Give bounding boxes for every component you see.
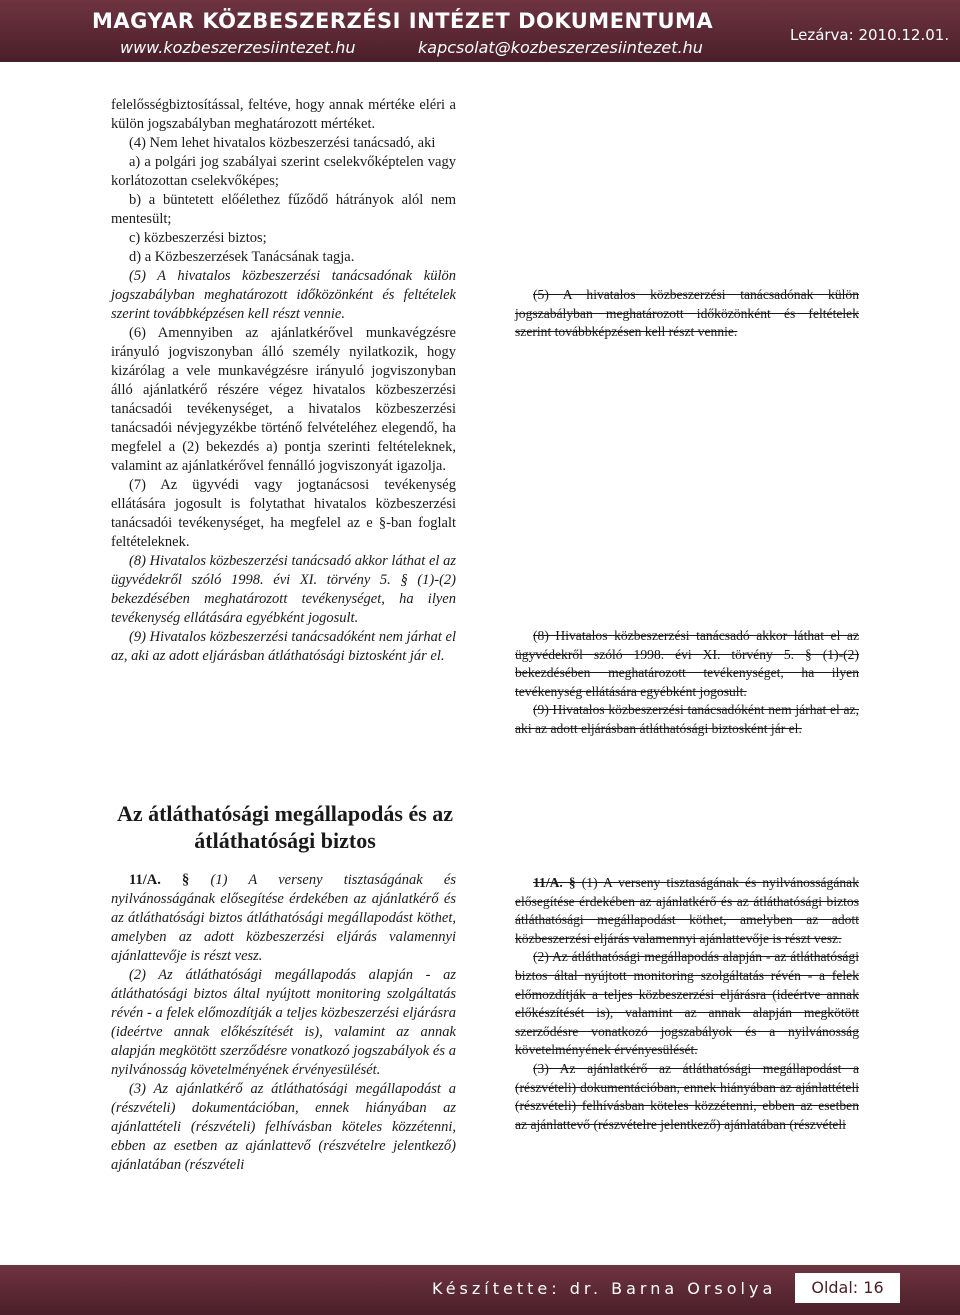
right-column-deleted-1 [515,286,859,342]
right-column-deleted-3 [515,874,859,1134]
footer-author: Készítette: dr. Barna Orsolya [432,1279,777,1298]
paragraph: (6) Amennyiben az ajánlatkérővel munkavégzésre irányuló jogviszonyban álló személy nyilatkozik, hogy kizárólag a vele munkavégzésre irányuló jogviszonyban álló ajánlatkérő részére végez hivatalos közbeszerzési tanácsadói tevékenységet, a hivatalos közbeszerzési tanácsadói névjegyzékbe történő felvételéhez elegendő, ha megfelel a (2) bekezdés a) pontja szerinti feltételeknek, valamint az ajánlatkérővel fennálló jogviszonyát igazolja. [111,325,456,474]
paragraph: (3) Az ajánlatkérő az átláthatósági megállapodást a (részvételi) dokumentációban, ennek hiányában az ajánlattételi (részvételi) felhívásban köteles közzétenni, ebben az esetben az ajánlattevő (részvételre jelentkező) ajánlatában (részvételi [111,1081,456,1173]
section-title: Az átláthatósági megállapodás és az átláthatósági biztos [116,801,454,853]
section-number: 11/A. § [533,875,576,890]
paragraph: (5) A hivatalos közbeszerzési tanácsadónak külön jogszabályban meghatározott időközönként és feltételek szerint továbbképzésen kell részt vennie. [111,268,456,322]
paragraph: felelősségbiztosítással, feltéve, hogy annak mértéke eléri a külön jogszabályban meghatározott mértéket. [111,97,456,132]
page-number: Oldal: 16 [795,1273,900,1303]
paragraph: d) a Közbeszerzések Tanácsának tagja. [129,249,355,265]
right-column-deleted-2 [515,627,859,739]
left-column-upper [111,96,456,666]
header-website[interactable]: www.kozbeszerzesiintezet.hu [120,38,356,57]
deleted-paragraph: (3) Az ajánlatkérő az átláthatósági megállapodást a (részvételi) dokumentációban, ennek hiányában az ajánlattételi (részvételi) felhívásban köteles közzétenni, ebben az esetben az ajánlattevő (részvételre jelentkező) ajánlatában (részvételi [515,1060,859,1132]
deleted-paragraph: (9) Hivatalos közbeszerzési tanácsadóként nem járhat el az, aki az adott eljárásban átláthatósági biztosként jár el. [515,702,859,736]
paragraph: (9) Hivatalos közbeszerzési tanácsadóként nem járhat el az, aki az adott eljárásban átláthatósági biztosként jár el. [111,629,456,664]
header-title: MAGYAR KÖZBESZERZÉSI INTÉZET DOKUMENTUMA [92,9,714,33]
left-column-lower [111,871,456,1175]
paragraph: (8) Hivatalos közbeszerzési tanácsadó akkor láthat el az ügyvédekről szóló 1998. évi XI. törvény 5. § (1)-(2) bekezdésében meghatározott tevékenységet, ha ilyen tevékenység ellátására egyébként jogosult. [111,553,456,626]
paragraph-text: (1) A verseny tisztaságának és nyilvánosságának elősegítése érdekében az ajánlatkérő és az átláthatósági biztos átláthatósági megállapodást köthet, amelyben az adott közbeszerzési eljárás valamennyi ajánlattevője is részt vesz. [515,875,859,946]
deleted-paragraph: (5) A hivatalos közbeszerzési tanácsadónak külön jogszabályban meghatározott időközönként és feltételek szerint továbbképzésen kell részt vennie. [515,287,859,340]
header-closing-date: Lezárva: 2010.12.01. [790,26,950,44]
deleted-paragraph [515,874,859,948]
paragraph: a) a polgári jog szabályai szerint cselekvőképtelen vagy korlátozottan cselekvőképes; [111,154,456,189]
section-number: 11/A. § [129,872,190,888]
paragraph: c) közbeszerzési biztos; [129,230,267,246]
document-header [0,0,960,62]
paragraph-text: (1) A verseny tisztaságának és nyilvánosságának elősegítése érdekében az ajánlatkérő és az átláthatósági biztos átláthatósági megállapodást köthet, amelyben az adott közbeszerzési eljárás valamennyi ajánlattevője is részt vesz. [111,872,456,964]
paragraph: b) a büntetett előélethez fűződő hátrányok alól nem mentesült; [111,192,456,227]
paragraph: (4) Nem lehet hivatalos közbeszerzési tanácsadó, aki [129,135,436,151]
deleted-paragraph: (2) Az átláthatósági megállapodás alapján - az átláthatósági biztos által nyújtott monitoring szolgáltatás révén - a felek előmozdítják a teljes közbeszerzési eljárásra (ideértve annak előkészítését is), valamint az annak alapján megkötött szerződésre vonatkozó jogszabályok és a nyilvánosság követelményének érvényesülését. [515,949,859,1058]
document-footer [0,1265,960,1315]
deleted-paragraph: (8) Hivatalos közbeszerzési tanácsadó akkor láthat el az ügyvédekről szóló 1998. évi XI. törvény 5. § (1)-(2) bekezdésében meghatározott tevékenységet, ha ilyen tevékenység ellátására egyébként jogosult. [515,628,859,699]
paragraph: (7) Az ügyvédi vagy jogtanácsosi tevékenység ellátására jogosult is folytathat hivatalos közbeszerzési tanácsadói tevékenységet, ha megfelel az e §-ban foglalt feltételeknek. [111,477,456,550]
paragraph: (2) Az átláthatósági megállapodás alapján - az átláthatósági biztos által nyújtott monitoring szolgáltatás révén - a felek előmozdítják a teljes közbeszerzési eljárásra (ideértve annak előkészítését is), valamint az annak alapján megkötött szerződésre vonatkozó jogszabályok és a nyilvánosság követelményének érvényesülését. [111,967,456,1078]
paragraph [111,871,456,966]
header-email[interactable]: kapcsolat@kozbeszerzesiintezet.hu [418,38,703,57]
